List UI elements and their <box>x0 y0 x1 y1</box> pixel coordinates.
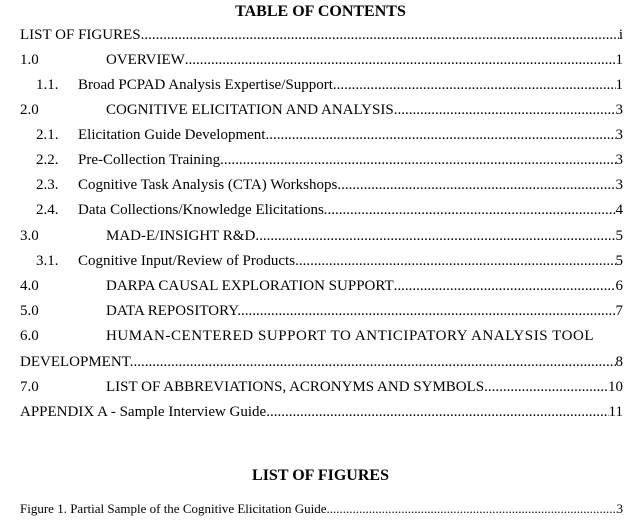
toc-entry-page: 7 <box>615 303 623 319</box>
toc-entry-title: MAD-E/INSIGHT R&D <box>106 228 256 244</box>
toc-entry-page: 6 <box>615 278 623 294</box>
lof-entry-page: 3 <box>616 501 623 516</box>
leader-dots <box>141 25 619 45</box>
toc-entry-number: 1.0 <box>20 52 39 68</box>
toc-entry-title: Cognitive Task Analysis (CTA) Workshops <box>78 177 338 193</box>
leader-dots <box>394 276 616 296</box>
toc-entry-number: 7.0 <box>20 379 39 395</box>
toc-entry-title-continued: DEVELOPMENT. <box>20 354 134 370</box>
leader-dots <box>295 251 615 271</box>
toc-entry-number: 2.4. <box>36 202 59 218</box>
toc-entry-title: APPENDIX A - Sample Interview Guide <box>20 404 267 420</box>
toc-entry-human-centered-support-cont[interactable] <box>20 352 623 372</box>
toc-entry-page: 8 <box>615 354 623 370</box>
toc-entry-abbreviations[interactable] <box>20 377 623 397</box>
toc-entry-elicitation-guide[interactable] <box>36 125 623 145</box>
toc-entry-human-centered-support[interactable] <box>20 326 623 346</box>
toc-entry-title: HUMAN-CENTERED SUPPORT TO ANTICIPATORY ANALYSIS TOOL <box>106 328 595 344</box>
toc-entry-number: 2.2. <box>36 152 59 168</box>
toc-entry-page: 11 <box>608 404 623 420</box>
toc-entry-title: Elicitation Guide Development. <box>78 127 270 143</box>
toc-entry-cognitive-elicitation[interactable] <box>20 100 623 120</box>
toc-entry-title: Pre-Collection Training. <box>78 152 224 168</box>
toc-entry-page: 3 <box>615 102 623 118</box>
leader-dots <box>224 150 616 170</box>
toc-entry-title: DATA REPOSITORY. <box>106 303 241 319</box>
toc-entry-number: 4.0 <box>20 278 39 294</box>
toc-entry-title: OVERVIEW <box>106 52 185 68</box>
toc-entry-title: LIST OF FIGURES <box>20 27 141 43</box>
toc-entry-page: 1 <box>615 77 623 93</box>
toc-entry-title: COGNITIVE ELICITATION AND ANALYSIS <box>106 102 394 118</box>
toc-entry-data-repository[interactable] <box>20 301 623 321</box>
leader-dots <box>266 402 608 422</box>
lof-entry-title: Figure 1. Partial Sample of the Cognitive Elicitation Guide. <box>20 501 330 516</box>
toc-entry-number: 6.0 <box>20 328 39 344</box>
toc-entry-number: 2.3. <box>36 177 59 193</box>
toc-entry-pcpad-support[interactable] <box>36 75 623 95</box>
toc-entry-number: 2.0 <box>20 102 39 118</box>
toc-entry-number: 3.1. <box>36 253 59 269</box>
toc-entry-number: 5.0 <box>20 303 39 319</box>
toc-entry-appendix-a[interactable] <box>20 402 623 422</box>
leader-dots <box>330 500 617 518</box>
toc-entry-number: 3.0 <box>20 228 39 244</box>
toc-entry-page: 5 <box>615 253 623 269</box>
leader-dots <box>185 50 616 70</box>
toc-entry-page: 5 <box>615 228 623 244</box>
toc-entry-number: 2.1. <box>36 127 59 143</box>
toc-entry-overview[interactable] <box>20 50 623 70</box>
toc-entry-page: 4 <box>615 202 623 218</box>
lof-heading: LIST OF FIGURES <box>252 467 389 484</box>
toc-entry-darpa-causal[interactable] <box>20 276 623 296</box>
leader-dots <box>333 75 616 95</box>
toc-entry-title: Data Collections/Knowledge Elicitations <box>78 202 324 218</box>
toc-entry-mad-e-insight[interactable] <box>20 226 623 246</box>
toc-entry-number: 1.1. <box>36 77 59 93</box>
toc-entry-cognitive-input-review[interactable] <box>36 251 623 271</box>
toc-entry-page: i <box>618 27 623 43</box>
toc-entry-page: 10 <box>608 379 623 395</box>
toc-heading: TABLE OF CONTENTS <box>235 3 406 20</box>
toc-entry-list-of-figures[interactable] <box>20 25 623 45</box>
leader-dots <box>337 175 615 195</box>
leader-dots <box>133 352 615 372</box>
leader-dots <box>324 200 616 220</box>
toc-entry-pre-collection-training[interactable] <box>36 150 623 170</box>
leader-dots <box>241 301 616 321</box>
leader-dots <box>484 377 608 397</box>
toc-entry-page: 3 <box>615 127 623 143</box>
toc-entry-page: 1 <box>615 52 623 68</box>
toc-entry-title: DARPA CAUSAL EXPLORATION SUPPORT <box>106 278 394 294</box>
toc-entry-data-collections[interactable] <box>36 200 623 220</box>
toc-entry-page: 3 <box>615 177 623 193</box>
leader-dots <box>394 100 616 120</box>
toc-entry-cta-workshops[interactable] <box>36 175 623 195</box>
toc-entry-title: Broad PCPAD Analysis Expertise/Support <box>78 77 333 93</box>
toc-entry-title: Cognitive Input/Review of Products <box>78 253 296 269</box>
leader-dots <box>269 125 615 145</box>
toc-entry-page: 3 <box>615 152 623 168</box>
toc-entry-title: LIST OF ABBREVIATIONS, ACRONYMS AND SYMBOLS <box>106 379 485 395</box>
lof-entry-figure-1[interactable] <box>20 500 623 518</box>
leader-dots <box>255 226 615 246</box>
